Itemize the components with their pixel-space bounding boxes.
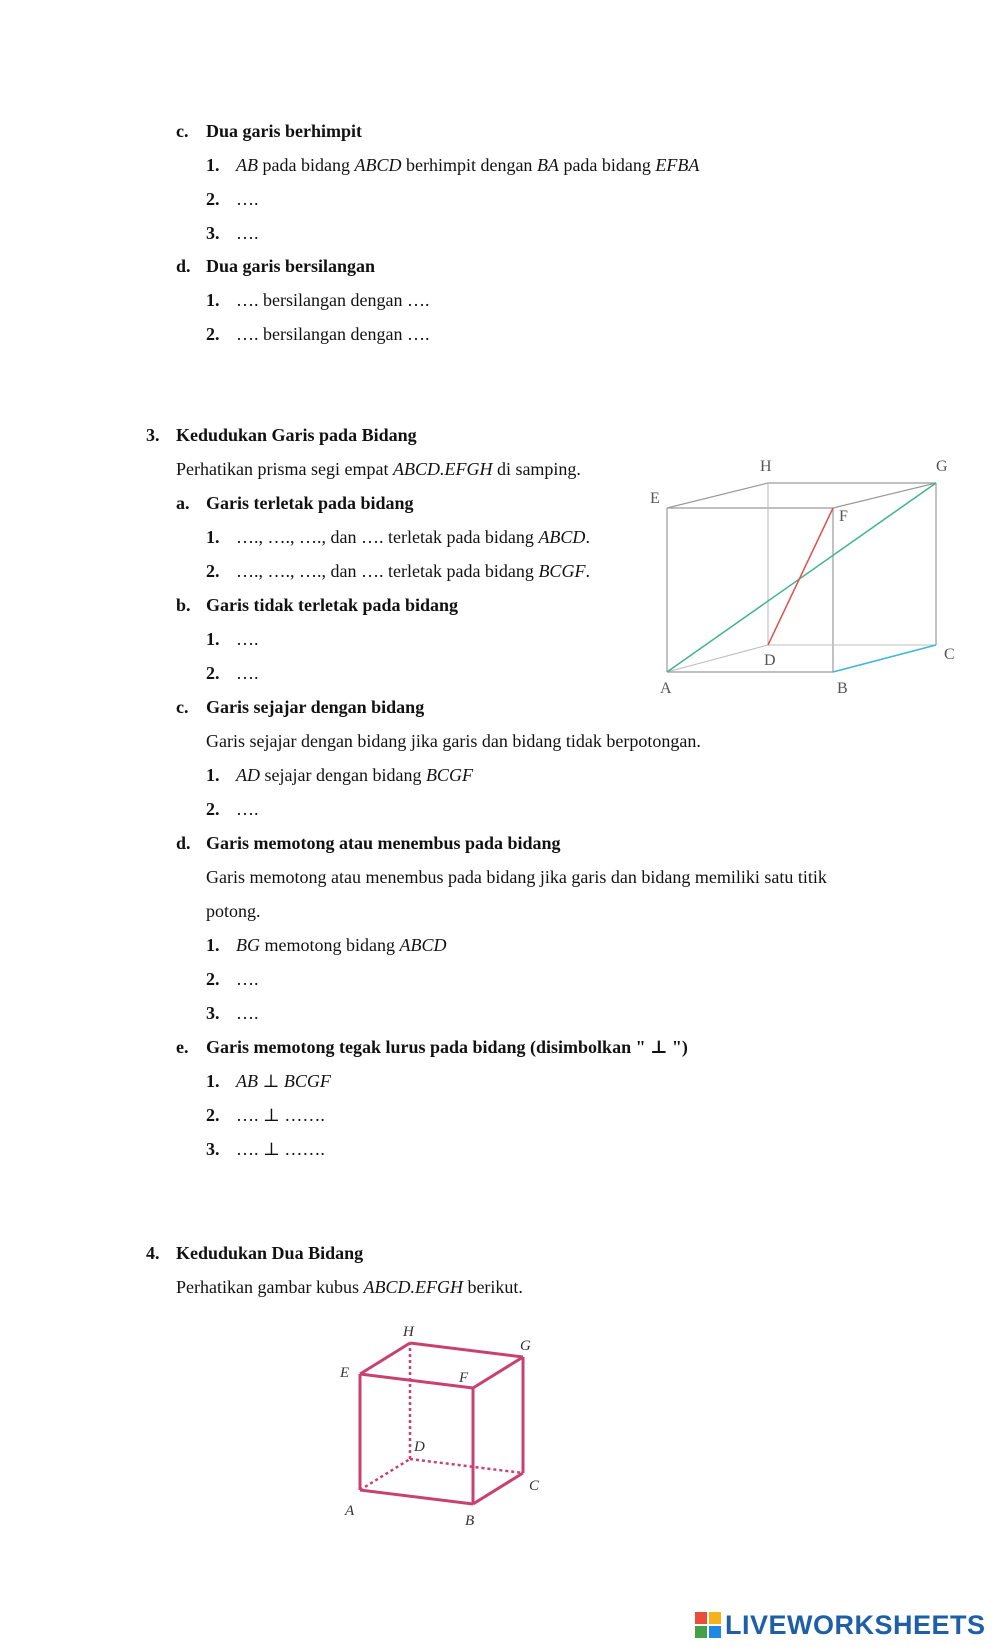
subheading-memotong: Garis memotong atau menembus pada bidang	[206, 833, 561, 853]
item-number: 2.	[206, 189, 220, 209]
cube-edge-BC	[473, 1473, 523, 1504]
cube-edge-EF	[360, 1374, 473, 1388]
definition-text-cont: potong.	[206, 901, 261, 921]
logo-text: LIVEWORKSHEETS	[725, 1609, 986, 1640]
subheading-sejajar: Garis sejajar dengan bidang	[206, 697, 425, 717]
item-text: AB pada bidang ABCD berhimpit dengan BA pada bidang EFBA	[236, 155, 700, 175]
item-blank: …. ⊥ …….	[236, 1105, 325, 1125]
item-number: 1.	[206, 155, 220, 175]
item-text: BG memotong bidang ABCD	[236, 935, 447, 955]
cube-label-C: C	[529, 1478, 540, 1494]
item-number: 3.	[206, 223, 220, 243]
section-intro: Perhatikan gambar kubus ABCD.EFGH berikut.	[176, 1277, 523, 1297]
list-letter: d.	[176, 833, 191, 853]
item-blank: ….	[236, 969, 259, 989]
list-letter: b.	[176, 595, 191, 615]
list-letter: c.	[176, 697, 189, 717]
item-blank: ….	[236, 799, 259, 819]
vertex-label-D: D	[764, 652, 776, 669]
item-number: 1.	[206, 527, 220, 547]
item-blank: ….	[236, 223, 259, 243]
item-blank: ….	[236, 189, 259, 209]
logo-mark-icon	[695, 1612, 721, 1638]
item-text: AB ⊥ BCGF	[236, 1071, 331, 1091]
item-blank: ….	[236, 663, 259, 683]
cube-diagram	[335, 1318, 550, 1528]
item-number: 1.	[206, 935, 220, 955]
subheading-tegak-lurus: Garis memotong tegak lurus pada bidang (disimbolkan " ⊥ ")	[206, 1037, 688, 1057]
vertex-label-G: G	[936, 458, 948, 475]
item-blank: …. ⊥ …….	[236, 1139, 325, 1159]
item-text: AD sejajar dengan bidang BCGF	[236, 765, 473, 785]
subheading-terletak: Garis terletak pada bidang	[206, 493, 414, 513]
item-blank: …. bersilangan dengan ….	[236, 324, 430, 344]
vertex-label-C: C	[944, 646, 955, 663]
vertex-label-F: F	[839, 508, 848, 525]
cube-edge-AB	[360, 1490, 473, 1504]
cube-label-E: E	[340, 1365, 350, 1381]
section-number: 4.	[146, 1243, 160, 1263]
edge-FG	[833, 483, 936, 508]
section-title: Kedudukan Dua Bidang	[176, 1243, 364, 1263]
item-number: 2.	[206, 663, 220, 683]
list-letter: a.	[176, 493, 190, 513]
cube-edge-EH	[360, 1343, 410, 1374]
cube-label-A: A	[345, 1503, 355, 1519]
item-blank: …. bersilangan dengan ….	[236, 290, 430, 310]
item-blank: ….	[236, 629, 259, 649]
item-number: 1.	[206, 1071, 220, 1091]
cube-edge-DC	[410, 1459, 523, 1473]
section-number: 3.	[146, 425, 160, 445]
section-title: Kedudukan Garis pada Bidang	[176, 425, 417, 445]
definition-text: Garis sejajar dengan bidang jika garis dan bidang tidak berpotongan.	[206, 731, 701, 751]
vertex-label-E: E	[650, 490, 660, 507]
section-intro: Perhatikan prisma segi empat ABCD.EFGH di samping.	[176, 459, 581, 479]
vertex-label-A: A	[660, 680, 672, 697]
item-number: 1.	[206, 629, 220, 649]
vertex-label-H: H	[760, 458, 772, 475]
cube-label-F: F	[459, 1370, 469, 1386]
liveworksheets-logo	[695, 1607, 986, 1643]
cube-edge-AD	[360, 1459, 410, 1490]
subheading-bersilangan: Dua garis bersilangan	[206, 256, 376, 276]
subheading-tidak-terletak: Garis tidak terletak pada bidang	[206, 595, 459, 615]
diagonal-DF	[768, 508, 833, 645]
item-number: 3.	[206, 1003, 220, 1023]
definition-text: Garis memotong atau menembus pada bidang jika garis dan bidang memiliki satu titik	[206, 867, 827, 887]
cube-edge-FG	[473, 1357, 523, 1388]
diagonal-AG	[667, 483, 936, 672]
item-number: 2.	[206, 799, 220, 819]
edge-EH	[667, 483, 768, 508]
cube-edge-HG	[410, 1343, 523, 1357]
cube-label-G: G	[520, 1338, 531, 1354]
prism-diagram	[640, 455, 970, 700]
item-number: 1.	[206, 765, 220, 785]
edge-AD	[667, 645, 768, 672]
item-blank: ….	[236, 1003, 259, 1023]
cube-label-D: D	[414, 1439, 425, 1455]
vertex-label-B: B	[837, 680, 848, 697]
list-letter: e.	[176, 1037, 189, 1057]
edge-BC	[833, 645, 936, 672]
item-text: …., …., …., dan …. terletak pada bidang ABCD.	[236, 527, 590, 547]
cube-figure	[335, 1318, 550, 1528]
item-number: 2.	[206, 324, 220, 344]
item-number: 2.	[206, 1105, 220, 1125]
list-letter: c.	[176, 121, 189, 141]
prism-figure	[640, 455, 970, 700]
cube-label-B: B	[465, 1513, 475, 1528]
list-letter: d.	[176, 256, 191, 276]
subheading-berhimpit: Dua garis berhimpit	[206, 121, 363, 141]
cube-label-H: H	[403, 1324, 414, 1340]
item-text: …., …., …., dan …. terletak pada bidang BCGF.	[236, 561, 590, 581]
item-number: 2.	[206, 561, 220, 581]
item-number: 2.	[206, 969, 220, 989]
item-number: 1.	[206, 290, 220, 310]
item-number: 3.	[206, 1139, 220, 1159]
